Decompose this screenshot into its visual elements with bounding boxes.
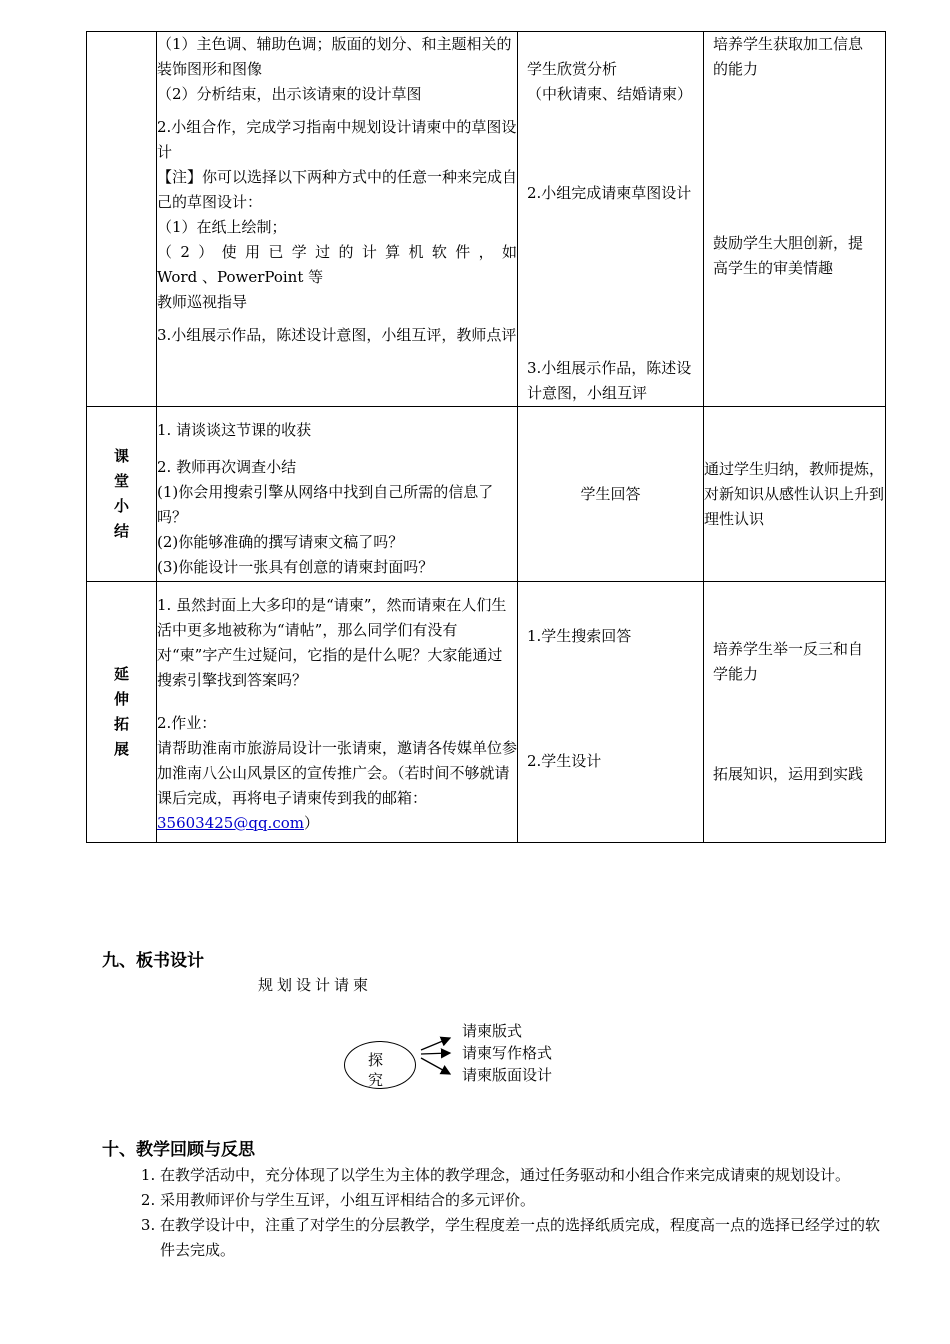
design-intent-cell	[704, 407, 886, 582]
teacher-activity-cell	[157, 407, 518, 582]
intent-text: 培养学生获取加工信息的能力	[713, 35, 864, 78]
teacher-activity-cell	[157, 32, 518, 407]
arrow-up	[421, 1038, 450, 1050]
teacher-text: Word 、PowerPoint 等	[157, 268, 324, 286]
teacher-text: (3)你能设计一张具有创意的请柬封面吗？	[157, 558, 434, 576]
arrow-down	[421, 1058, 450, 1074]
intent-text: 培养学生举一反三和自学能力	[713, 640, 864, 683]
stage-label-summary: 课堂小结	[87, 407, 157, 582]
teacher-text: （1）在纸上绘制；	[157, 218, 287, 236]
stage-cell	[87, 32, 157, 407]
teacher-activity-cell	[157, 582, 518, 843]
student-text: 学生回答	[580, 484, 641, 503]
teacher-text: 2. 教师再次调查小结	[157, 458, 297, 476]
teacher-text: (2)你能够准确的撰写请柬文稿了吗？	[157, 533, 404, 551]
board-item: 请柬版式	[462, 1022, 523, 1040]
teacher-text: 请帮助淮南市旅游局设计一张请柬，邀请各传媒单位参加淮南八公山风景区的宣传推广会。（若时间不够就请课后完成，再将电子请柬传到我的邮箱：	[157, 739, 518, 807]
list-item: 2. 采用教师评价与学生互评，小组互评相结合的多元评价。	[160, 1188, 880, 1213]
lesson-plan-table	[86, 31, 886, 843]
list-item: 3. 在教学设计中，注重了对学生的分层教学，学生程度差一点的选择纸质完成，程度高一点的选择已经学过的软件去完成。	[160, 1213, 880, 1263]
email-link[interactable]: 35603425@qq.com	[157, 814, 304, 832]
teacher-text: （2）使用已学过的计算机软件，如	[157, 243, 517, 261]
student-text: 3.小组展示作品，陈述设计意图，小组互评	[527, 359, 692, 402]
student-activity-cell	[518, 32, 704, 407]
arrow-mid	[421, 1053, 450, 1054]
table-row	[87, 582, 886, 843]
table-row	[87, 407, 886, 582]
teacher-text: 1. 虽然封面上大多印的是“请柬”，然而请柬在人们生活中更多地被称为“请帖”，那么同学们有没有对“柬”字产生过疑问，它指的是什么呢？大家能通过搜索引擎找到答案吗？	[157, 596, 507, 689]
student-text: （中秋请柬、结婚请柬）	[527, 85, 693, 103]
intent-text: 拓展知识，运用到实践	[713, 765, 864, 783]
student-text: 2.小组完成请柬草图设计	[527, 184, 692, 202]
student-activity-cell	[518, 582, 704, 843]
design-intent-cell	[704, 582, 886, 843]
stage-label-extension: 延伸拓展	[87, 582, 157, 843]
teacher-text: 3.小组展示作品，陈述设计意图，小组互评，教师点评	[157, 326, 517, 344]
board-title: 规划设计请柬	[258, 976, 373, 994]
teacher-text: （1）主色调、辅助色调；版面的划分、和主题相关的装饰图形和图像	[157, 35, 512, 78]
intent-text: 鼓励学生大胆创新，提高学生的审美情趣	[713, 234, 864, 277]
student-text: 2.学生设计	[527, 752, 602, 770]
homework-text	[157, 736, 517, 836]
reflection-heading: 十、教学回顾与反思	[102, 1140, 255, 1160]
teacher-text: 教师巡视指导	[157, 293, 248, 311]
teacher-text: (1)你会用搜索引擎从网络中找到自己所需的信息了吗？	[157, 483, 494, 526]
list-item: 1. 在教学活动中，充分体现了以学生为主体的教学理念，通过任务驱动和小组合作来完成请柬的规划设计。	[160, 1163, 880, 1188]
explore-label: 探究	[368, 1051, 384, 1089]
board-item: 请柬版面设计	[462, 1066, 553, 1084]
student-text: 1.学生搜索回答	[527, 627, 632, 645]
table-row	[87, 32, 886, 407]
arrows-diagram	[418, 1030, 458, 1082]
design-intent-cell	[704, 32, 886, 407]
teacher-text: ）	[303, 814, 319, 832]
teacher-text: （2）分析结束，出示该请柬的设计草图	[157, 85, 422, 103]
reflection-list	[132, 1163, 880, 1263]
student-text: 学生欣赏分析	[527, 60, 618, 78]
teacher-text: 2.作业：	[157, 714, 217, 732]
teacher-text: 1. 请谈谈这节课的收获	[157, 421, 312, 439]
teacher-text: 【注】你可以选择以下两种方式中的任意一种来完成自己的草图设计：	[157, 168, 518, 211]
intent-text: 通过学生归纳，教师提炼，对新知识从感性认识上升到理性认识	[704, 459, 885, 528]
board-design-heading: 九、板书设计	[102, 951, 204, 971]
board-item: 请柬写作格式	[462, 1044, 553, 1062]
student-activity-cell	[518, 407, 704, 582]
teacher-text: 2.小组合作，完成学习指南中规划设计请柬中的草图设计	[157, 118, 517, 161]
